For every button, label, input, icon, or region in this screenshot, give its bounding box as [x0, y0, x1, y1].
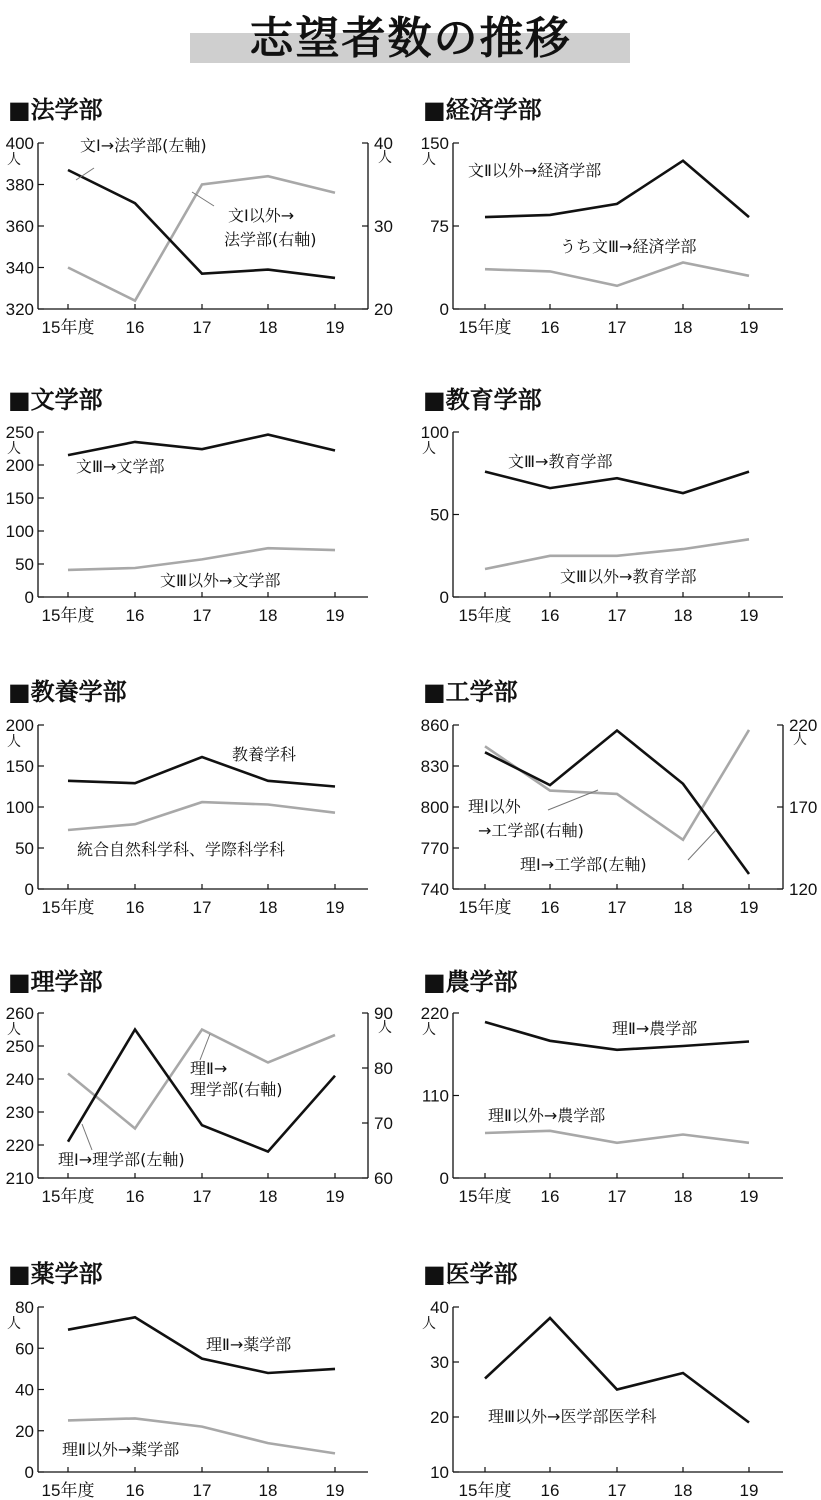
x-tick-label: 15年度 — [458, 606, 512, 625]
y-tick-label: 100 — [420, 423, 449, 442]
y-tick-label: 20 — [15, 1421, 34, 1441]
x-tick-label: 18 — [673, 606, 693, 625]
x-tick-label: 15年度 — [41, 1481, 95, 1500]
y-tick-label: 0 — [24, 588, 34, 607]
y-unit-label: 人 — [7, 734, 21, 750]
y-tick-label: 220 — [5, 1136, 34, 1155]
chart-title: ■農学部 — [423, 968, 518, 996]
y-tick-label: 340 — [5, 258, 34, 278]
x-tick-label: 15年度 — [41, 1187, 95, 1206]
series-annotation: 理Ⅰ以外 — [468, 797, 521, 816]
x-tick-label: 17 — [192, 318, 212, 337]
y-tick-label: 100 — [5, 522, 34, 541]
series-annotation: うち文Ⅲ→経済学部 — [560, 237, 697, 256]
series-annotation: →工学部(右軸) — [478, 821, 584, 840]
series-annotation: 理Ⅰ→理学部(左軸) — [58, 1150, 185, 1169]
x-tick-label: 19 — [739, 898, 759, 917]
series-line — [68, 548, 335, 570]
x-tick-label: 18 — [258, 1187, 278, 1206]
chart-title: ■医学部 — [423, 1260, 518, 1288]
chart-10 — [422, 1260, 783, 1500]
y-tick-label: 230 — [5, 1103, 34, 1122]
series-annotation: 文Ⅲ→教育学部 — [508, 452, 613, 471]
y-tick-label: 740 — [420, 880, 449, 899]
chart-title: ■文学部 — [8, 386, 103, 414]
series-line — [68, 802, 335, 830]
y-tick-label: 240 — [5, 1070, 34, 1089]
chart-6 — [421, 678, 818, 917]
y2-tick-label: 90 — [374, 1004, 393, 1023]
chart-4 — [421, 386, 783, 625]
y-unit-label: 人 — [7, 1022, 21, 1038]
y2-tick-label: 120 — [789, 880, 818, 899]
x-tick-label: 16 — [540, 318, 560, 337]
y-tick-label: 40 — [430, 1298, 449, 1317]
y-tick-label: 0 — [439, 588, 449, 607]
series-line — [485, 539, 749, 569]
series-annotation: 文Ⅰ→法学部(左軸) — [80, 136, 207, 155]
x-tick-label: 16 — [540, 606, 560, 625]
y-tick-label: 10 — [430, 1463, 449, 1482]
y-unit-label: 人 — [422, 1022, 436, 1038]
y-tick-label: 40 — [15, 1380, 34, 1400]
x-tick-label: 15年度 — [458, 1187, 512, 1206]
x-tick-label: 16 — [540, 898, 560, 917]
y-tick-label: 200 — [5, 456, 34, 475]
x-tick-label: 17 — [192, 1481, 212, 1500]
y-tick-label: 220 — [420, 1004, 449, 1023]
x-tick-label: 18 — [258, 898, 278, 917]
series-annotation: 理Ⅱ→ — [190, 1059, 228, 1078]
series-line — [68, 1317, 335, 1373]
y-tick-label: 50 — [430, 505, 449, 525]
x-tick-label: 19 — [325, 1481, 345, 1500]
y-tick-label: 0 — [439, 300, 449, 319]
x-tick-label: 19 — [325, 1187, 345, 1206]
series-line — [485, 731, 749, 875]
y-tick-label: 860 — [420, 716, 449, 735]
y-tick-label: 0 — [24, 880, 34, 899]
y-tick-label: 110 — [421, 1086, 449, 1106]
chart-1 — [6, 96, 393, 337]
series-annotation: 統合自然科学科、学際科学科 — [77, 840, 286, 859]
x-tick-label: 16 — [125, 1187, 145, 1206]
x-tick-label: 16 — [540, 1187, 560, 1206]
chart-title: ■教養学部 — [8, 678, 127, 706]
x-tick-label: 15年度 — [41, 898, 95, 917]
x-tick-label: 19 — [325, 606, 345, 625]
annotation-leader-line — [200, 1034, 210, 1060]
x-tick-label: 16 — [125, 606, 145, 625]
x-tick-label: 18 — [258, 606, 278, 625]
x-tick-label: 15年度 — [458, 898, 512, 917]
series-line — [485, 263, 749, 286]
series-annotation: 理Ⅱ→薬学部 — [206, 1335, 292, 1354]
series-line — [485, 472, 749, 494]
x-tick-label: 17 — [607, 606, 627, 625]
series-annotation: 教養学科 — [232, 745, 297, 764]
x-tick-label: 15年度 — [41, 318, 95, 337]
series-line — [68, 435, 335, 456]
y-unit-label: 人 — [7, 152, 21, 168]
y2-tick-label: 60 — [374, 1169, 393, 1188]
chart-title: ■理学部 — [8, 968, 103, 996]
y2-tick-label: 40 — [374, 134, 393, 153]
y-unit-label: 人 — [7, 1316, 21, 1332]
series-annotation: 理Ⅱ以外→農学部 — [488, 1106, 606, 1125]
y2-unit-label: 人 — [378, 150, 392, 166]
y2-tick-label: 170 — [789, 798, 818, 817]
y-tick-label: 250 — [5, 1037, 34, 1056]
y-tick-label: 30 — [430, 1353, 449, 1372]
x-tick-label: 18 — [673, 1481, 693, 1500]
series-annotation: 文Ⅱ以外→経済学部 — [468, 161, 602, 180]
series-line — [485, 1131, 749, 1143]
x-tick-label: 19 — [739, 318, 759, 337]
y-tick-label: 400 — [5, 134, 34, 153]
y-tick-label: 830 — [420, 757, 449, 776]
chart-title: ■経済学部 — [423, 96, 542, 124]
x-tick-label: 18 — [258, 1481, 278, 1500]
y-unit-label: 人 — [422, 152, 436, 168]
x-tick-label: 17 — [192, 898, 212, 917]
x-tick-label: 18 — [673, 318, 693, 337]
annotation-leader-line — [192, 192, 214, 206]
page-title: 志望者数の推移 — [249, 13, 572, 64]
series-line — [68, 1030, 335, 1129]
y-tick-label: 20 — [430, 1408, 449, 1427]
y-tick-label: 0 — [24, 1463, 34, 1482]
chart-5 — [6, 678, 368, 917]
y-tick-label: 260 — [5, 1004, 34, 1023]
y-tick-label: 210 — [5, 1169, 34, 1188]
x-tick-label: 17 — [192, 1187, 212, 1206]
x-tick-label: 16 — [125, 318, 145, 337]
x-tick-label: 17 — [607, 1187, 627, 1206]
series-annotation: 理Ⅱ→農学部 — [612, 1019, 698, 1038]
y2-tick-label: 20 — [374, 300, 393, 319]
series-annotation: 理学部(右軸) — [190, 1080, 283, 1099]
chart-8 — [421, 968, 783, 1206]
x-tick-label: 19 — [325, 898, 345, 917]
series-annotation: 理Ⅱ以外→薬学部 — [62, 1440, 180, 1459]
y-tick-label: 770 — [420, 839, 449, 858]
chart-title: ■法学部 — [8, 96, 103, 124]
x-tick-label: 15年度 — [458, 1481, 512, 1500]
x-tick-label: 15年度 — [458, 318, 512, 337]
y-tick-label: 60 — [15, 1339, 34, 1359]
y-tick-label: 150 — [5, 757, 34, 776]
x-tick-label: 19 — [739, 1187, 759, 1206]
series-annotation: 文Ⅲ→文学部 — [76, 457, 165, 476]
chart-9 — [7, 1260, 368, 1500]
series-annotation: 文Ⅲ以外→文学部 — [160, 571, 281, 590]
x-tick-label: 17 — [607, 1481, 627, 1500]
chart-3 — [6, 386, 368, 625]
x-tick-label: 17 — [192, 606, 212, 625]
y2-unit-label: 人 — [378, 1020, 392, 1036]
annotation-leader-line — [688, 830, 716, 860]
y-tick-label: 200 — [5, 716, 34, 735]
series-annotation: 文Ⅰ以外→ — [228, 206, 295, 225]
y-tick-label: 380 — [5, 175, 34, 195]
x-tick-label: 18 — [673, 898, 693, 917]
y-unit-label: 人 — [422, 1316, 436, 1332]
y-tick-label: 50 — [15, 555, 34, 574]
y-tick-label: 150 — [5, 489, 34, 508]
annotation-leader-line — [82, 1124, 92, 1150]
y-unit-label: 人 — [422, 441, 436, 457]
y-tick-label: 150 — [420, 134, 449, 153]
chart-7 — [6, 968, 393, 1206]
x-tick-label: 19 — [739, 1481, 759, 1500]
series-annotation: 理Ⅲ以外→医学部医学科 — [488, 1407, 657, 1426]
y2-tick-label: 30 — [374, 217, 393, 236]
x-tick-label: 19 — [739, 606, 759, 625]
y-tick-label: 800 — [420, 798, 449, 817]
y-tick-label: 100 — [5, 798, 34, 817]
chart-2 — [421, 96, 783, 337]
x-tick-label: 16 — [125, 1481, 145, 1500]
y-tick-label: 50 — [15, 839, 34, 858]
chart-title: ■薬学部 — [8, 1260, 103, 1288]
x-tick-label: 17 — [607, 898, 627, 917]
x-tick-label: 18 — [673, 1187, 693, 1206]
y-unit-label: 人 — [7, 441, 21, 457]
y-tick-label: 360 — [5, 217, 34, 236]
y2-unit-label: 人 — [793, 732, 807, 748]
x-tick-label: 19 — [325, 318, 345, 337]
y-tick-label: 75 — [430, 217, 449, 236]
x-tick-label: 15年度 — [41, 606, 95, 625]
x-tick-label: 16 — [540, 1481, 560, 1500]
series-annotation: 文Ⅲ以外→教育学部 — [560, 567, 697, 586]
y2-tick-label: 70 — [374, 1114, 393, 1133]
y-tick-label: 250 — [5, 423, 34, 442]
x-tick-label: 18 — [258, 318, 278, 337]
y-tick-label: 80 — [15, 1298, 34, 1317]
y-tick-label: 0 — [439, 1169, 449, 1188]
chart-title: ■工学部 — [423, 678, 518, 706]
y-tick-label: 320 — [5, 300, 34, 319]
y2-tick-label: 80 — [374, 1059, 393, 1078]
y2-tick-label: 220 — [789, 716, 818, 735]
x-tick-label: 16 — [125, 898, 145, 917]
series-annotation: 法学部(右軸) — [224, 230, 317, 249]
series-annotation: 理Ⅰ→工学部(左軸) — [520, 855, 647, 874]
x-tick-label: 17 — [607, 318, 627, 337]
chart-title: ■教育学部 — [423, 386, 542, 414]
